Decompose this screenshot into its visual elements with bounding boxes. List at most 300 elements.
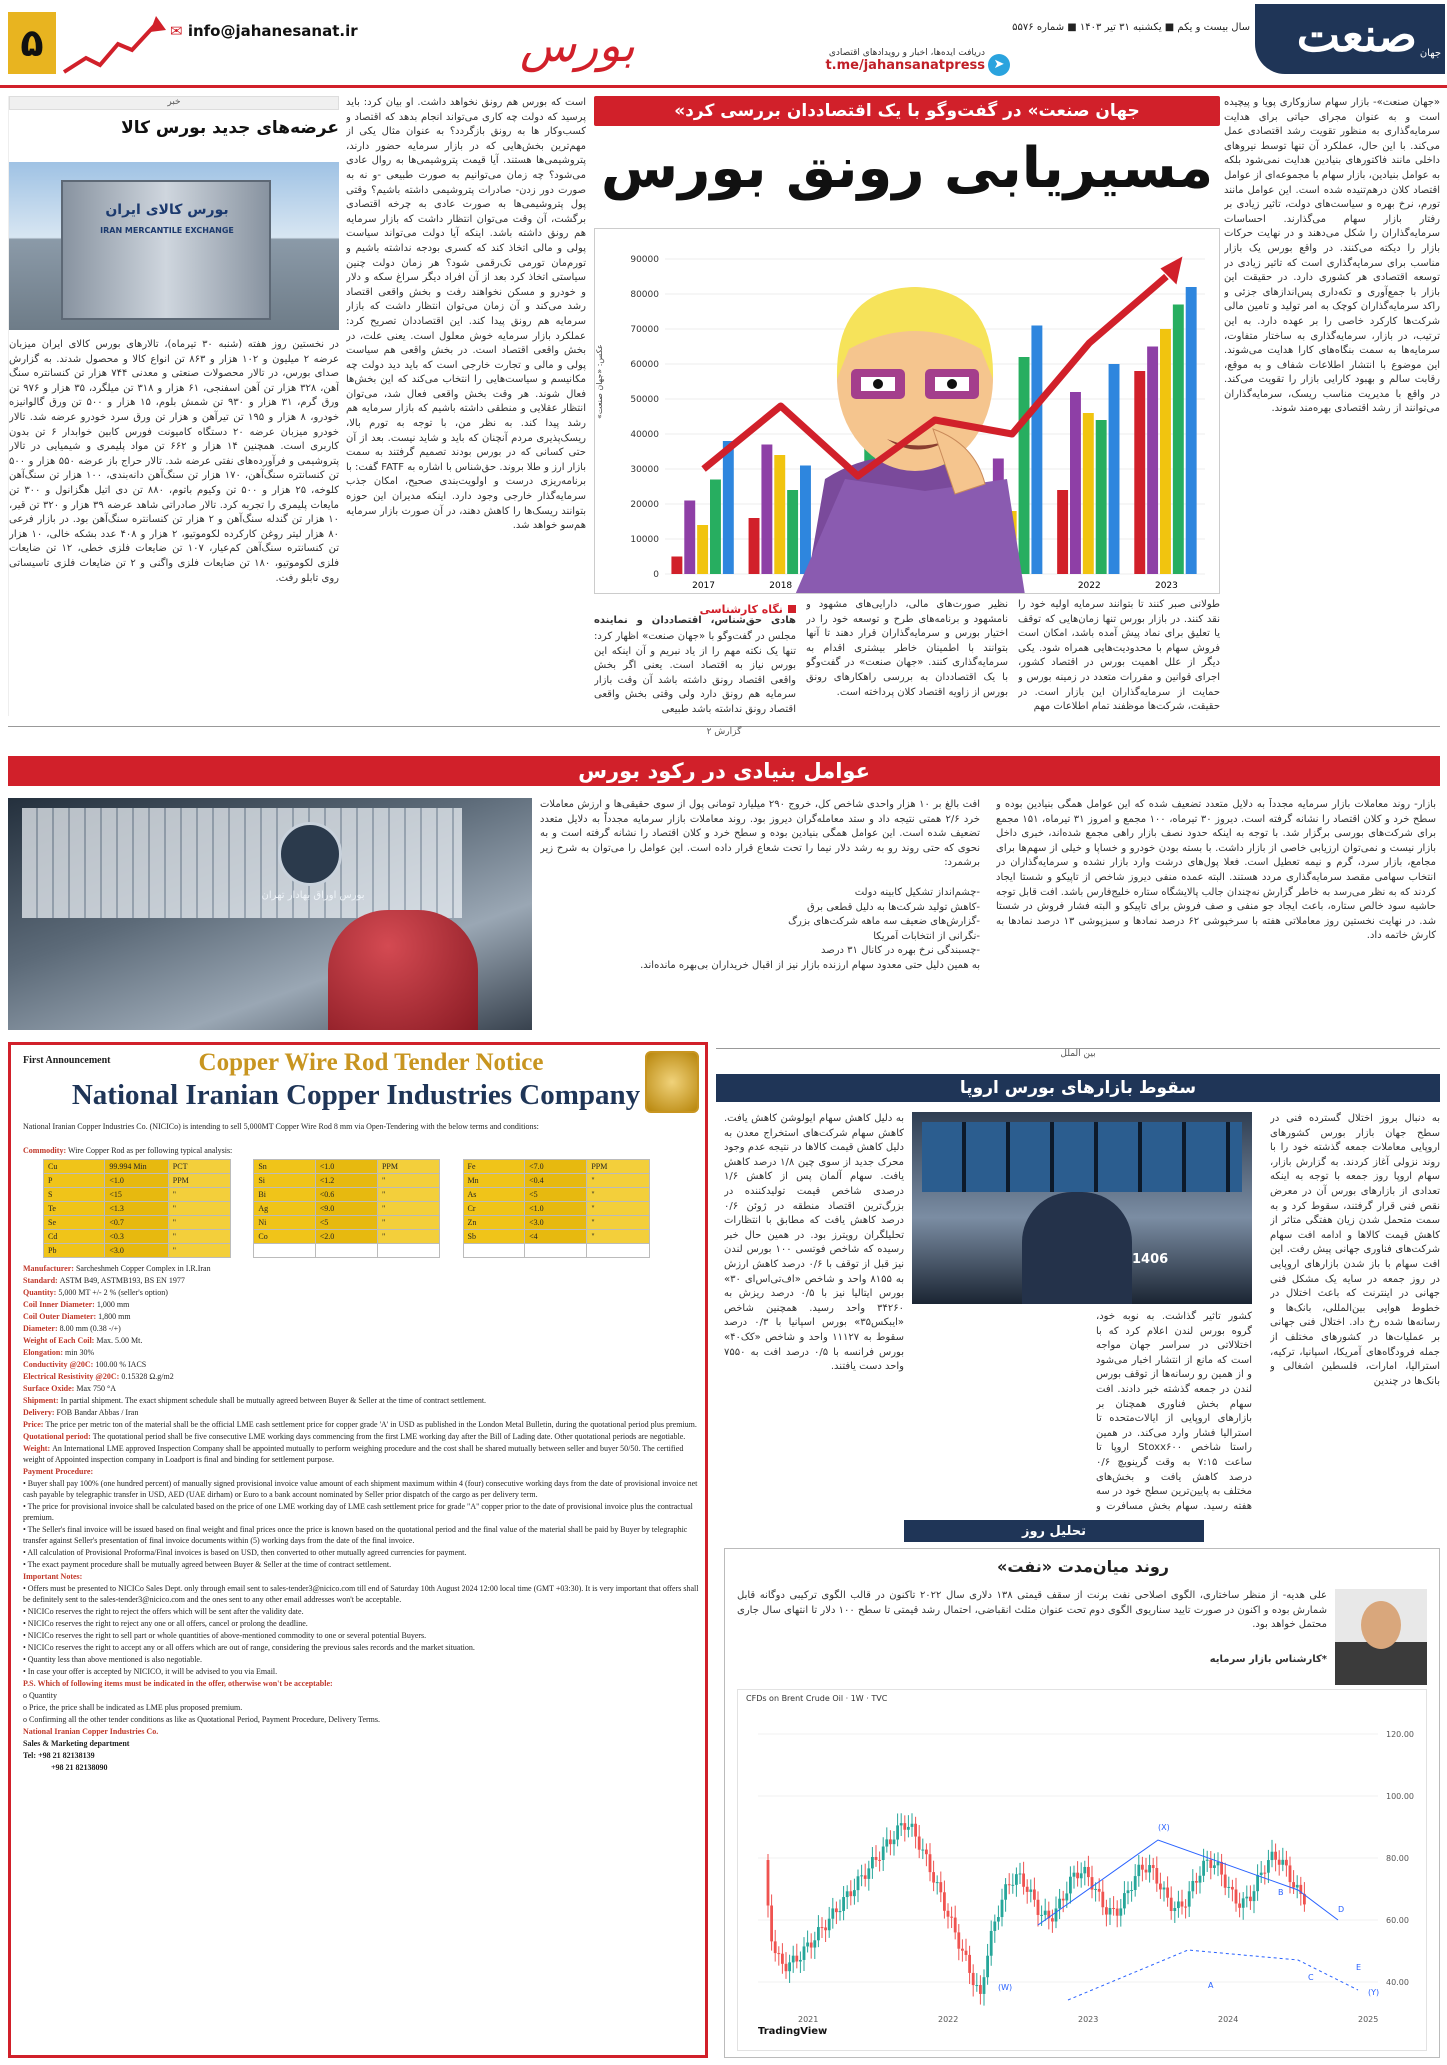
candle-body <box>1087 1867 1090 1877</box>
candle-body <box>1249 1897 1252 1901</box>
table-cell: " <box>168 1230 230 1244</box>
candle-body <box>900 1823 903 1825</box>
spec-item <box>23 1383 699 1394</box>
candle-body <box>1173 1908 1176 1911</box>
table-cell: PPM <box>587 1160 649 1174</box>
table-cell: <3.0 <box>525 1216 587 1230</box>
table-cell: " <box>168 1202 230 1216</box>
note-item: • In case your offer is accepted by NICICO, it will be advised to you via Email. <box>23 1667 278 1676</box>
logo-block <box>1255 4 1445 74</box>
candle-body <box>1206 1860 1209 1861</box>
candle-body <box>1080 1873 1083 1878</box>
candle-body <box>1195 1881 1198 1883</box>
candle-body <box>939 1882 942 1892</box>
candle-body <box>1166 1888 1169 1898</box>
report2-headline-bar <box>8 756 1440 786</box>
table-cell: Zn <box>463 1216 525 1230</box>
y-tick-label: 20000 <box>630 500 659 510</box>
candle-body <box>1184 1907 1187 1908</box>
candle-body <box>1231 1887 1234 1890</box>
report2-photo <box>8 798 532 1030</box>
payment-item: • Buyer shall pay 100% (one hundred percent) of manually signed provisional invoice value amount of each shipment maximum within 4 (four) consecutive working days from the date of provisional invoice net cash payable by telegraphic transfer in USD, AED (UAE dirham) or Euro to a bank account nominated by Seller prior dispatch of the cargo as per delivery term. <box>23 1479 698 1499</box>
tender-first: First Announcement <box>23 1055 111 1066</box>
notes-label-row <box>23 1571 699 1582</box>
table-gap <box>231 1202 254 1216</box>
candle-body <box>882 1847 885 1860</box>
issue-line: سال بیست و یکم ■ یکشنبه ۳۱ تیر ۱۴۰۳ ■ شماره ۵۵۷۶ <box>1012 22 1250 33</box>
spec-item <box>23 1371 699 1382</box>
spec-item <box>23 1431 699 1442</box>
table-cell: " <box>168 1188 230 1202</box>
payment-item-row <box>23 1524 699 1546</box>
candle-body <box>1278 1860 1281 1865</box>
table-cell: <1.0 <box>105 1174 168 1188</box>
candle-body <box>1217 1862 1220 1865</box>
table-cell: <5 <box>525 1188 587 1202</box>
tender-notice <box>8 1042 708 2058</box>
table-cell: Cr <box>463 1202 525 1216</box>
candle-body <box>1163 1888 1166 1890</box>
email-icon: ✉ <box>170 22 183 40</box>
commodity-body: در نخستین روز هفته (شنبه ۳۰ تیرماه)، تالارهای بورس کالای ایران میزبان عرضه ۲ میلیون و ۱۰۲ هزار و ۸۶۳ تن انواع کالا و محصول شدند. به گزارش صدای بورس، در تالار محصولات صنعتی و معدنی ۷۴۴ هزار تن کنسانتره سنگ آهن، ۳۲۸ هزار تن آهن اسفنجی، ۶۱ هزار و ۳۱۸ تن میلگرد، ۳۵ هزار و ۹۷۶ تن ورق گرم، ۳۱ هزار و ۹۳۰ تن شمش بلوم، ۱۵ هزار و ۵۰۰ تن ورق گالوانیزه خودرو، ۸ هزار و ۱۹۵ تن تیرآهن و هزار تن ورق سرد خودرو عرضه شد. تالار خودرو میزبان عرضه ۲۰ دستگاه کامیونت فورس کابین خوابدار ۶ تن بدون کاربری است. همچنین ۱۴ هزار و ۶۶۲ تن مواد پلیمری و شیمیایی در تالار پتروشیمی و فرآورده‌های نفتی عرضه شد. تالار حراج باز عرضه ۵۵۰ هزار و ۵۰۰ تن کنسانتره سنگ‌آهن، ۱۷۰ هزار تن سنگ‌آهن دانه‌بندی، ۱۰۰ هزار تن سنگ‌آهن کلوخه، ۲۵ هزار و ۵۰۰ تن وکیوم باتوم، ۸۸۰ تن دی اتیل هگزانول و ۳۰۰ تن مایعات پلیمری را تجربه کرد. تالار صادراتی شاهد عرضه ۳۹ هزار و ۳۲۰ تن قیر، ۱۰ هزار تن گندله سنگ‌آهن و ۲ هزار تن کنسانتره سنگ‌آهن بود. در بازار فرعی ۸۰ هزار لیتر روغن کارکرده لکوموتیو، ۲ هزار و ۴۰۸ عدد بشکه خالی، ۱۰ هزار تن کنسانتره سنگ‌آهن کم‌عیار، ۱۰۷ تن ضایعات فلزی خطی، ۱۲ تن ضایعات فلزی لکوموتیو، ۱۸۰ تن ضایعات فلزی واگنی و ۲ تن ضایعات فلزی تاسیساتی روی تابلو رفت. <box>9 339 339 584</box>
building <box>61 180 271 320</box>
spec-label: Conductivity @20C: <box>23 1360 96 1369</box>
candle-body <box>867 1868 870 1879</box>
y-tick-label: 50000 <box>630 395 659 405</box>
table-gap <box>649 1230 672 1244</box>
spec-value: 1,000 mm <box>96 1300 130 1309</box>
telegram-url: t.me/jahansanatpress <box>825 58 985 73</box>
footer-tel-2-row <box>23 1762 699 1773</box>
table-gap <box>649 1160 672 1174</box>
table-cell: <1.0 <box>525 1202 587 1216</box>
hero-bar-chart <box>595 229 1220 594</box>
candle-body <box>947 1911 950 1917</box>
table-gap <box>231 1244 254 1258</box>
table-cell: PPM <box>168 1174 230 1188</box>
table-cell: " <box>587 1216 649 1230</box>
report2-tail: به همین دلیل حتی معدود سهام ارزنده بازار نیز از اقبال خریداران بی‌بهره مانده‌اند. <box>640 959 980 971</box>
candle-body <box>1271 1852 1274 1860</box>
note-item-row <box>23 1618 699 1629</box>
europe-col-2: کشور تاثیر گذاشت. به نوبه خود، گروه بورس لندن اعلام کرد که با اختلالاتی در سراسر جهان مواجه است که مانع از انتشار اخبار می‌شود و از همین رو رسانه‌ها از توقف بورس لندن در جمعه گذشته خبر دادند. افت سهام بخش فناوری همچنان بر بازارهای اروپایی از ایالات‌متحده تا استرالیا فشار وارد می‌کند. در همین راستا شاخص Stoxx۶۰۰ اروپا تا ساعت ۷:۱۵ به وقت گرینویچ ۰/۶ درصد کاهش یافت و بخش‌های مختلف به پایین‌ترین سطح خود در سه هفته رسید. سهام بخش مسافرت و <box>1096 1311 1252 1512</box>
table-cell: PCT <box>168 1160 230 1174</box>
candle-body <box>1202 1861 1205 1876</box>
candle-body <box>990 1931 993 1956</box>
candle-body <box>1119 1908 1122 1915</box>
tender-commodity <box>23 1145 699 1156</box>
table-gap <box>440 1174 463 1188</box>
spec-item <box>23 1395 699 1406</box>
hero-illustration <box>594 228 1220 594</box>
candle-body <box>1022 1874 1025 1887</box>
hero-headline: مسیریابی رونق بورس <box>600 136 1214 201</box>
candle-body <box>1037 1900 1040 1915</box>
trader <box>1022 1192 1132 1304</box>
candle-body <box>1127 1890 1130 1893</box>
candle-body <box>806 1943 809 1947</box>
table-row <box>44 1174 673 1188</box>
category-label: 2022 <box>1077 581 1101 591</box>
candle-body <box>795 1956 798 1962</box>
logo-sub: جهان <box>1419 48 1441 59</box>
spec-item <box>23 1275 699 1286</box>
spec-label: Coil Outer Diameter: <box>23 1312 99 1321</box>
tender-intro: National Iranian Copper Industries Co. (NICICo) is intending to sell 5,000MT Copper Wire Rod 8 mm via Open-Tendering with the below terms and conditions: <box>23 1122 539 1131</box>
bar-purple <box>761 445 772 575</box>
table-gap <box>440 1188 463 1202</box>
table-cell <box>463 1244 525 1258</box>
spec-value: 1,800 mm <box>98 1312 131 1321</box>
candle-body <box>1256 1875 1259 1891</box>
candle-body <box>821 1927 824 1928</box>
bar-green <box>1173 305 1184 575</box>
footer-tel-1-row <box>23 1750 699 1761</box>
spec-value: 5,000 MT +/- 2 % (seller's option) <box>58 1288 168 1297</box>
candle-body <box>1083 1867 1086 1873</box>
candle-body <box>1155 1868 1158 1884</box>
table-cell <box>377 1244 439 1258</box>
candle-body <box>979 1985 982 1994</box>
oil-box <box>724 1548 1440 2058</box>
table-cell: " <box>587 1188 649 1202</box>
y-tick-label: 70000 <box>630 325 659 335</box>
candle-body <box>1181 1901 1184 1906</box>
candle-body <box>1019 1874 1022 1875</box>
candle-body <box>1292 1882 1295 1887</box>
candle-body <box>1220 1862 1223 1875</box>
table-gap <box>440 1160 463 1174</box>
growth-chart-icon <box>60 10 170 80</box>
table-cell: P <box>44 1174 105 1188</box>
table-cell: 99.994 Min <box>105 1160 168 1174</box>
table-row <box>44 1202 673 1216</box>
y-tick-label: 60000 <box>630 360 659 370</box>
candle-body <box>903 1823 906 1830</box>
footer-dept: Sales & Marketing department <box>23 1739 130 1748</box>
table-cell: <1.2 <box>315 1174 377 1188</box>
candle-body <box>1267 1860 1270 1873</box>
oil-y-label: 80.00 <box>1386 1854 1409 1863</box>
candle-body <box>1296 1885 1299 1888</box>
candle-body <box>1055 1908 1058 1921</box>
table-gap <box>649 1244 672 1258</box>
candle-body <box>932 1872 935 1882</box>
spec-value: min 30% <box>65 1348 95 1357</box>
ps-label-row <box>23 1678 699 1689</box>
spec-label: Delivery: <box>23 1408 57 1417</box>
candle-body <box>975 1985 978 1986</box>
category-label: 2023 <box>1154 581 1178 591</box>
table-cell: Si <box>254 1174 315 1188</box>
candle-body <box>860 1875 863 1876</box>
table-gap <box>649 1174 672 1188</box>
oil-y-label: 120.00 <box>1386 1730 1414 1739</box>
bar-green <box>1096 420 1107 574</box>
candle-body <box>1033 1890 1036 1900</box>
candle-body <box>1188 1891 1191 1906</box>
wave-label: D <box>1338 1905 1345 1914</box>
author-photo <box>1335 1589 1427 1685</box>
spec-value: FOB Bandar Abbas / Iran <box>56 1408 139 1417</box>
candle-body <box>1199 1876 1202 1883</box>
candle-body <box>972 1973 975 1985</box>
candle-body <box>1015 1874 1018 1885</box>
table-cell: " <box>168 1244 230 1258</box>
candle-body <box>1242 1898 1245 1907</box>
oil-headline: روند میان‌مدت «نفت» <box>996 1557 1169 1576</box>
page-number-box <box>8 12 56 74</box>
table-gap <box>231 1160 254 1174</box>
brent-candlestick-chart <box>738 1690 1428 2052</box>
table-gap <box>649 1216 672 1230</box>
candle-body <box>1065 1893 1068 1900</box>
oil-role: *کارشناس بازار سرمایه <box>1209 1654 1327 1665</box>
spec-value: 100.00 % IACS <box>95 1360 147 1369</box>
candle-body <box>1170 1898 1173 1911</box>
note-item[interactable]: • Offers must be presented to NICICo Sales Dept. only through email sent to sales-tender3@nicico.com till end of Saturday 10th August 2024 12:00 local time (GMT +03:30). It is very important that offers shall be definitely sent to the sales-tender3@nicico.com and the ones sent to any other email addresses won't be acceptable. <box>23 1584 699 1604</box>
payment-label-row <box>23 1466 699 1477</box>
spec-label: Electrical Resistivity @20C: <box>23 1372 122 1381</box>
candle-body <box>1076 1873 1079 1879</box>
candle-body <box>896 1825 899 1839</box>
report2-bullet-1: -چشم‌انداز تشکیل کابینه دولت <box>854 887 980 898</box>
candle-body <box>914 1824 917 1837</box>
candle-body <box>810 1943 813 1948</box>
table-cell: <5 <box>315 1216 377 1230</box>
candle-body <box>774 1941 777 1953</box>
candle-body <box>1227 1887 1230 1888</box>
oil-tag-bar <box>904 1520 1204 1542</box>
trader-badge: 1406 <box>1132 1252 1169 1267</box>
candle-body <box>1058 1899 1061 1909</box>
bar-yellow <box>1083 413 1094 574</box>
photo-sign: بورس کالای ایران <box>105 202 229 218</box>
hero-kicker-text: «جهان صنعت» در گفت‌وگو با یک اقتصاددان بررسی کرد <box>674 101 1140 121</box>
table-gap <box>440 1216 463 1230</box>
candle-body <box>983 1977 986 1994</box>
note-item: • NICICo reserves the right to reject any one or all offers, cancel or prolong the deadline. <box>23 1619 308 1628</box>
trader-figure <box>328 910 478 1030</box>
spec-item <box>23 1323 699 1334</box>
table-cell: Pb <box>44 1244 105 1258</box>
table-cell <box>315 1244 377 1258</box>
spec-item <box>23 1419 699 1430</box>
candle-body <box>1073 1873 1076 1877</box>
wave-label: A <box>1208 1981 1214 1990</box>
table-cell: <7.0 <box>525 1160 587 1174</box>
bar-yellow <box>697 525 708 574</box>
spec-item <box>23 1407 699 1418</box>
bar-yellow <box>774 455 785 574</box>
screens <box>922 1122 1242 1192</box>
bar-red <box>749 518 760 574</box>
table-cell: Sn <box>254 1160 315 1174</box>
table-row <box>44 1230 673 1244</box>
candle-body <box>1098 1889 1101 1892</box>
table-gap <box>231 1174 254 1188</box>
note-item-row <box>23 1606 699 1617</box>
candle-body <box>842 1897 845 1911</box>
spec-label: Manufacturer: <box>23 1264 76 1273</box>
table-cell: <0.7 <box>105 1216 168 1230</box>
bar-purple <box>1070 392 1081 574</box>
oil-x-label: 2025 <box>1358 2015 1379 2024</box>
tender-commodity-label: Commodity: <box>23 1146 67 1155</box>
table-cell: <0.3 <box>105 1230 168 1244</box>
candle-body <box>1094 1889 1097 1890</box>
spec-value: Sarcheshmeh Copper Complex in I.R.Iran <box>75 1264 211 1273</box>
candle-body <box>857 1876 860 1890</box>
candle-body <box>1235 1889 1238 1903</box>
candle-body <box>1245 1897 1248 1899</box>
europe-tag: بین الملل <box>1052 1049 1103 1059</box>
payment-item-row <box>23 1501 699 1523</box>
note-item: • NICICo reserves the right to sell part or whole quantities of above-mentioned commodity to one or several potential Buyers. <box>23 1631 427 1640</box>
candle-body <box>1224 1875 1227 1888</box>
candle-body <box>925 1850 928 1855</box>
table-cell: Te <box>44 1202 105 1216</box>
candle-body <box>849 1891 852 1896</box>
spec-label: Quotational period: <box>23 1432 93 1441</box>
candle-body <box>1062 1899 1065 1901</box>
oil-body: علی هدیه- از منظر ساختاری، الگوی اصلاحی نفت برنت از سقف قیمتی ۱۳۸ دلاری سال ۲۰۲۲ تاکنون در قالب الگوی ترکیبی دوگانه قابل شمارش بوده و اکنون در صورت تایید سناریوی الگوی دوم تحت عنوان مثلث انقباضی، احتمال رشد قیمتی تا سطح ۱۰۰ دلار تا انتهای سال جاری محتمل خواهد بود. <box>737 1590 1327 1631</box>
candle-body <box>993 1922 996 1931</box>
spec-label: Standard: <box>23 1276 60 1285</box>
table-cell: " <box>377 1216 439 1230</box>
table-cell: Bi <box>254 1188 315 1202</box>
category-label: 2017 <box>692 581 716 591</box>
telegram-line: دریافت ایده‌ها، اخبار و رویدادهای اقتصادی <box>828 48 985 58</box>
ticker-board <box>22 808 462 918</box>
note-item: • Quantity less than above mentioned is also negotiable. <box>23 1655 202 1664</box>
bar-purple <box>684 501 695 575</box>
expert-name: هادی حق‌شناس، اقتصاددان و نماینده <box>594 615 796 626</box>
tender-title: Copper Wire Rod Tender Notice <box>198 1049 544 1076</box>
report2-headline: عوامل بنیادی در رکود بورس <box>578 759 870 783</box>
candle-body <box>767 1860 770 1906</box>
table-cell: Fe <box>463 1160 525 1174</box>
candle-body <box>777 1953 780 1954</box>
spec-value: 0.15328 Ω.g/m2 <box>121 1372 174 1381</box>
table-gap <box>231 1230 254 1244</box>
oil-chart <box>737 1689 1427 2051</box>
candle-body <box>817 1927 820 1940</box>
table-gap <box>440 1202 463 1216</box>
table-cell: As <box>463 1188 525 1202</box>
footer-company: National Iranian Copper Industries Co. <box>23 1727 159 1736</box>
report2-col-1: بازار- روند معاملات بازار سرمایه مجدداً به دلایل متعدد تضعیف شده که این عوامل همگی بنیادین بوده و سطح خرد و کلان اقتصاد را نشانه گرفته است. دیروز ۳۰ تیرماه، ۱۰۰ مجمع و امروز ۳۱ تیرماه، ۱۵۱ مجمع برای شرکت‌های بورسی برگزار شد. با توجه به اینکه حدود نصف بازار راهی مجمع شده‌اند، خبری داخل بازار نیست و نمی‌توان ارزیابی خاصی از بازار داشت. با بسته بودن خودرو و خساپا و خیلی از سهم‌ها برای مجامع، بازار سرد، گرم و نیمه تعطیل است. فعلا پول‌های درشت وارد بازار نشده و سرمایه‌گذاران در انتخاب سهامی مقصد سرمایه‌گذاری مردد هستند. البته عمده منفی دیروز شاخص از تاپیکو و شستا ایجاد کردند که به نظر می‌رسد به خاطر گزارش نه‌چندان جالب پالایشگاه ستاره خلیج‌فارس باشد. افت قابل توجه حاشیه سود خالص ستاره، باعث ایجاد جو منفی و صف فروش برای تاپیکو و البته فشار فروش در شستا شد. در نهایت نخستین روز معاملاتی هفته با سرخپوشی ۶۲ درصد نمادها و سبزپوشی ۱۳ درصد نمادها به کارش خاتمه داد. <box>996 799 1436 942</box>
candle-body <box>893 1840 896 1845</box>
spec-value: Max. 5.00 Mt. <box>96 1336 143 1345</box>
bar-yellow <box>1160 329 1171 574</box>
table-cell: Ag <box>254 1202 315 1216</box>
y-tick-label: 0 <box>653 570 659 580</box>
spec-label: Weight of Each Coil: <box>23 1336 97 1345</box>
continue-col-1: است که بورس هم رونق نخواهد داشت. او بیان کرد: باید پرسید که دولت چه کاری می‌تواند انجام بدهد که اقتصاد و کسب‌وکار ها به رونق بازگردد؟ به عنوان مثال یکی از مهم‌ترین بخش‌هایی که در بازار سرمایه حضور دارند، پتروشیمی‌ها هستند. آیا قیمت پتروشیمی‌ها به روال عادی می‌شود؟ چه زمان می‌توانیم به صورت طبیعی -و نه به صورت دور زدن- صادرات پتروشیمی داشته باشیم؟ وقتی پول پتروشیمی‌ها به صورت عادی به چرخه اقتصادی برگشت، آن وقت می‌توان انتظار داشت که بازار سرمایه هم رونق داشته باشد. اینکه آیا دولت می‌تواند سیاست پولی و مالی اتخاذ کند که کسری بودجه نداشته باشیم و تورم‌مان تورمی تک‌رقمی شود؟ هر زمان دولت چنین سیاستی اتخاذ کرد بعد از آن افراد دیگر سراغ سکه و دلار و خودرو و مسکن نخواهند رفت و بخش واقعی اقتصاد رشد می‌کند و آن زمان می‌توان انتظار داشت که بازار سرمایه هم رونق پیدا کند. این اقتصاددان تصریح کرد: عملکرد بازار سرمایه خوش معلول است. یعنی علت، در بخش واقعی اقتصاد است. در بخش واقعی هم سیاست پولی و مالی و تجارت خارجی است که باید دید دولت چه مکانیسم و سیاست‌هایی را انتخاب می‌کند که این بخش‌ها فعال شوند. هر وقت بخش واقعی فعال شد، می‌توان انتظار عقلایی و منطقی داشته باشیم که بازار سرمایه هم رشد پیدا کند. به نظر من، با توجه به تورم بالا، ریسک‌پذیری مردم آنچنان که باید و شاید نیست. بعد از آن حتی کسانی که در بورس بودند تصمیم گرفتند به سمت بازار ارز و طلا بروند. حق‌شناس با اشاره به FATF گفت: با برنامه‌ریزی درست و اولویت‌بندی صحیح، امکان جذب سرمایه‌گذار خارجی وجود دارد. اینکه مدیران این حوزه بتوانند ریسک‌ها را کاهش دهند، در آن صورت بازار سرمایه هم‌سو خواهد شد. <box>346 97 586 532</box>
note-item-row <box>23 1583 699 1605</box>
candle-body <box>921 1850 924 1851</box>
europe-col-1: به دنبال بروز اختلال گسترده فنی در سطح جهان بازار بورس کشورهای اروپایی معاملات جمعه گذشته خود را با روند نزولی آغاز کردند. به گزارش بازار، سهام اروپا روز جمعه با توجه به اینکه تعدادی از بازارهای بورس آن در معرض نقص فنی قرار گرفتند، سقوط کرد و به سمت متحمل شدن زیان هفتگی متاثر از کاهش قیمت کالاها و ادامه افت سهام شرکت‌های فناوری جهانی پیش رفت. این افت سهام با باز شدن بازارهای اروپایی در روز جمعه در سایه یک مشکل فنی جهانی در اینترنت که باعث اختلال در خطوط هوایی بین‌المللی، بانک‌ها و رسانه‌ها شده رخ داد. اختلال فنی جهانی بر عملیات‌ها در کشورهای مختلف از جمله فرودگاه‌های آمریکا، اسپانیا، ترکیه، استرالیا، امارات، فلسطین اشغالی و بانک‌ها در چندین <box>1270 1113 1440 1387</box>
bar-red <box>1134 371 1145 574</box>
candle-body <box>1130 1890 1133 1891</box>
exchange-emblem <box>278 822 342 886</box>
oil-x-label: 2021 <box>798 2015 819 2024</box>
oil-y-label: 40.00 <box>1386 1978 1409 1987</box>
europe-tag-row <box>716 1048 1440 1060</box>
candle-body <box>853 1890 856 1896</box>
candle-body <box>835 1908 838 1912</box>
candle-body <box>1116 1909 1119 1916</box>
table-cell: " <box>168 1216 230 1230</box>
telegram-box[interactable] <box>795 48 985 73</box>
spec-item <box>23 1311 699 1322</box>
ps-item-row <box>23 1714 699 1725</box>
commodity-headline: عرضه‌های جدید بورس کالا <box>121 118 339 138</box>
payment-item-row <box>23 1478 699 1500</box>
board-title: بورس اوراق بهادار تهران <box>261 890 365 901</box>
tender-company: National Iranian Copper Industries Company <box>71 1079 641 1111</box>
spec-value: Max 750 °A <box>76 1384 116 1393</box>
table-row <box>44 1216 673 1230</box>
candle-body <box>986 1956 989 1977</box>
y-tick-label: 30000 <box>630 465 659 475</box>
candle-body <box>957 1932 960 1948</box>
candle-body <box>1274 1852 1277 1860</box>
note-item-row <box>23 1630 699 1641</box>
commodity-news <box>8 96 338 716</box>
bar-green <box>787 490 798 574</box>
candle-body <box>871 1857 874 1868</box>
candle-body <box>918 1837 921 1850</box>
table-cell: Co <box>254 1230 315 1244</box>
candle-body <box>1253 1891 1256 1901</box>
europe-headline: سقوط بازارهای بورس اروپا <box>959 1078 1197 1098</box>
candle-body <box>788 1962 791 1971</box>
candle-body <box>1123 1893 1126 1908</box>
footer-tel-2[interactable]: +98 21 82138090 <box>51 1763 108 1772</box>
report2-col-2-wrap <box>540 798 980 1030</box>
candle-body <box>770 1906 773 1942</box>
tender-commodity-text: Wire Copper Rod as per following typical analysis: <box>67 1146 233 1155</box>
table-gap <box>231 1188 254 1202</box>
europe-headline-bar <box>716 1074 1440 1102</box>
candle-body <box>839 1911 842 1912</box>
section-title: بورس <box>520 18 635 72</box>
email[interactable] <box>170 22 358 40</box>
candle-body <box>1191 1881 1194 1891</box>
candle-body <box>803 1946 806 1960</box>
ps-item: o Quantity <box>23 1691 57 1700</box>
table-cell: " <box>377 1202 439 1216</box>
spec-label: Price: <box>23 1420 46 1429</box>
note-item: • NICICo reserves the right to accept any or all offers which are out of range, considering the previous sales records and the market situation. <box>23 1643 475 1652</box>
footer-tel-1[interactable]: Tel: +98 21 82138139 <box>23 1751 95 1760</box>
candle-body <box>968 1955 971 1973</box>
oil-tag: تحلیل روز <box>1021 1523 1087 1539</box>
table-cell: Cu <box>44 1160 105 1174</box>
bar-blue <box>1109 364 1120 574</box>
report2-bullet-5: -چسبندگی نرخ بهره در کانال ۳۱ درصد <box>820 945 980 957</box>
spec-value: An International LME approved Inspection Company shall be appointed mutually to perform weighing procedure and the cost shall be shared mutually between seller and buyer 50/50. The certified weight of Appointed inspection company in Loadport is final and binding for settlement purpose. <box>23 1444 684 1464</box>
hero-text-col-3: مجلس در گفت‌وگو با «جهان صنعت» اظهار کرد: تنها یک نکته مهم را از یاد نبریم و آن اینکه این بورس نیاز به اقتصاد است. یعنی اگر بخش واقعی اقتصاد رونق داشته باشد آن وقت بازار سرمایه هم رونق دارد ولی وقتی بخش واقعی اقتصاد رونق نداشته باشد طبیعی <box>594 631 796 715</box>
candle-body <box>813 1940 816 1947</box>
candle-body <box>1238 1904 1241 1908</box>
candle-body <box>1026 1887 1029 1892</box>
spec-value: The price per metric ton of the material shall be the official LME cash settlement price for copper grade 'A' in USD as published in the London Metal Bulletin, during the quotational period plus premium. <box>45 1420 697 1429</box>
spec-value: In partial shipment. The exact shipment schedule shall be mutually agreed between Buyer & Seller at the time of contract settlement. <box>60 1396 487 1405</box>
expert-label: نگاه کارشناسی <box>699 603 783 616</box>
